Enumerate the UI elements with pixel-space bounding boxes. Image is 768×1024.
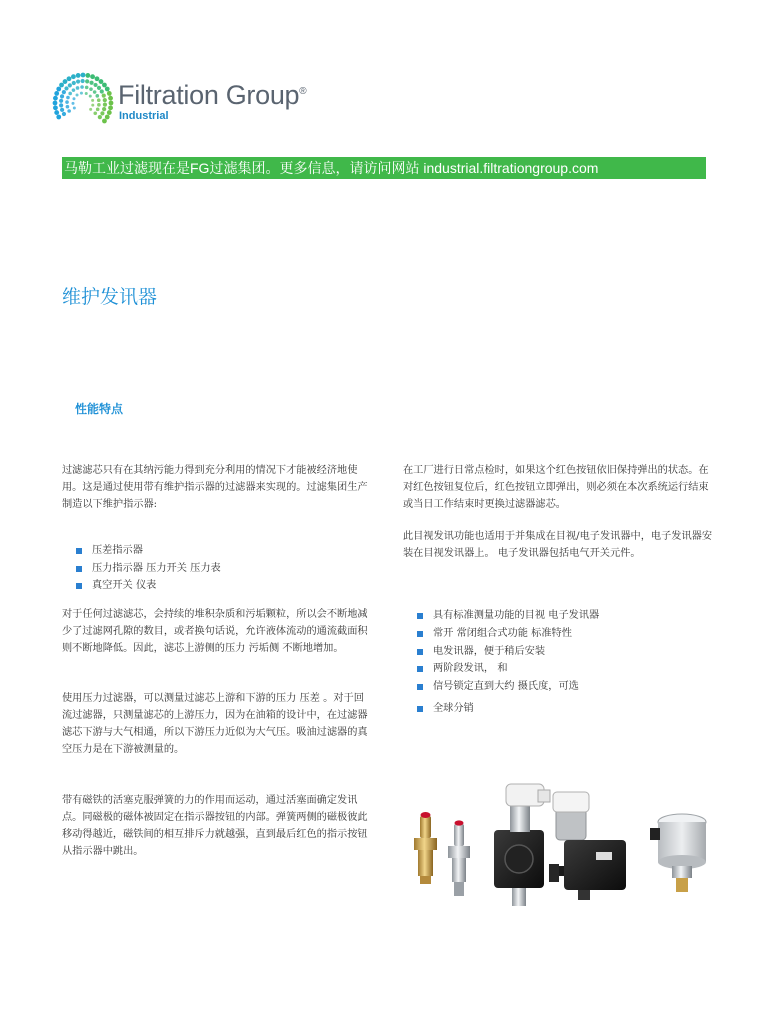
list-item: 压力指示器 压力开关 压力表 — [62, 560, 374, 578]
company-logo — [52, 68, 332, 138]
logo-sub-text: Industrial — [119, 110, 169, 122]
list-item: 信号锁定直到大约 摄氏度，可选 — [403, 678, 715, 696]
left-paragraph-1: 过滤滤芯只有在其纳污能力得到充分利用的情况下才能被经济地使用。这是通过使用带有维护指示器的过滤器来实现的。过滤集团生产制造以下维护指示器: — [62, 465, 368, 510]
list-item: 全球分销 — [403, 700, 715, 718]
square-bullet-icon — [76, 583, 82, 589]
section-heading: 性能特点 — [75, 402, 124, 416]
left-paragraph-4: 带有磁铁的活塞克服弹簧的力的作用而运动，通过活塞面确定发讯点。同磁极的磁体被固定在指示器按钮的内部。弹簧两侧的磁极彼此移动得越近，磁铁间的相互排斥力就越强，直到最后红色的指示按钮从指示器中跳出。 — [62, 795, 368, 857]
square-bullet-icon — [76, 566, 82, 572]
list-item: 压差指示器 — [62, 542, 374, 560]
square-bullet-icon — [417, 666, 423, 672]
list-item: 常开 常闭组合式功能 标准特性 — [403, 625, 715, 643]
list-item: 电发讯器，便于稍后安装 — [403, 643, 715, 661]
feature-list — [403, 607, 715, 718]
filtration-group-logo-icon — [52, 68, 114, 138]
square-bullet-icon — [417, 631, 423, 637]
banner-text: 马勒工业过滤现在是FG过滤集团。更多信息，请访问网站 — [64, 160, 420, 176]
right-paragraph-2: 此目视发讯功能也适用于并集成在目视/电子发讯器中，电子发讯器安装在目视发讯器上。 电子发讯器包括电气开关元件。 — [403, 531, 713, 559]
square-bullet-icon — [417, 613, 423, 619]
square-bullet-icon — [417, 706, 423, 712]
indicator-type-list — [62, 542, 374, 595]
logo-brand-text: Filtration Group® — [118, 80, 307, 110]
square-bullet-icon — [417, 649, 423, 655]
left-paragraph-3: 使用压力过滤器，可以测量过滤芯上游和下游的压力 压差 。对于回流过滤器，只测量滤芯的上游压力，因为在油箱的设计中，在过滤器滤芯下游与大气相通，所以下游压力近似为大气压。吸油过滤器的真空压力是在下游被测量的。 — [62, 693, 368, 755]
notice-banner — [62, 157, 706, 179]
maintenance-indicator-products-image — [406, 782, 716, 910]
page-title: 维护发讯器 — [62, 287, 158, 308]
banner-link[interactable]: industrial.filtrationgroup.com — [423, 160, 599, 176]
square-bullet-icon — [76, 548, 82, 554]
list-item: 两阶段发讯， 和 — [403, 660, 715, 678]
list-item: 具有标准测量功能的目视 电子发讯器 — [403, 607, 715, 625]
right-paragraph-1: 在工厂进行日常点检时，如果这个红色按钮依旧保持弹出的状态。在对红色按钮复位后，红色按钮立即弹出，则必须在本次系统运行结束或当日工作结束时更换过滤器滤芯。 — [403, 465, 709, 510]
square-bullet-icon — [417, 684, 423, 690]
list-item: 真空开关 仪表 — [62, 577, 374, 595]
left-paragraph-2: 对于任何过滤滤芯，会持续的堆积杂质和污垢颗粒，所以会不断地减少了过滤网孔隙的数目，或者换句话说，允许液体流动的通流截面积则不断地降低。因此，滤芯上游侧的压力 污垢侧 不断地增加。 — [62, 609, 368, 654]
